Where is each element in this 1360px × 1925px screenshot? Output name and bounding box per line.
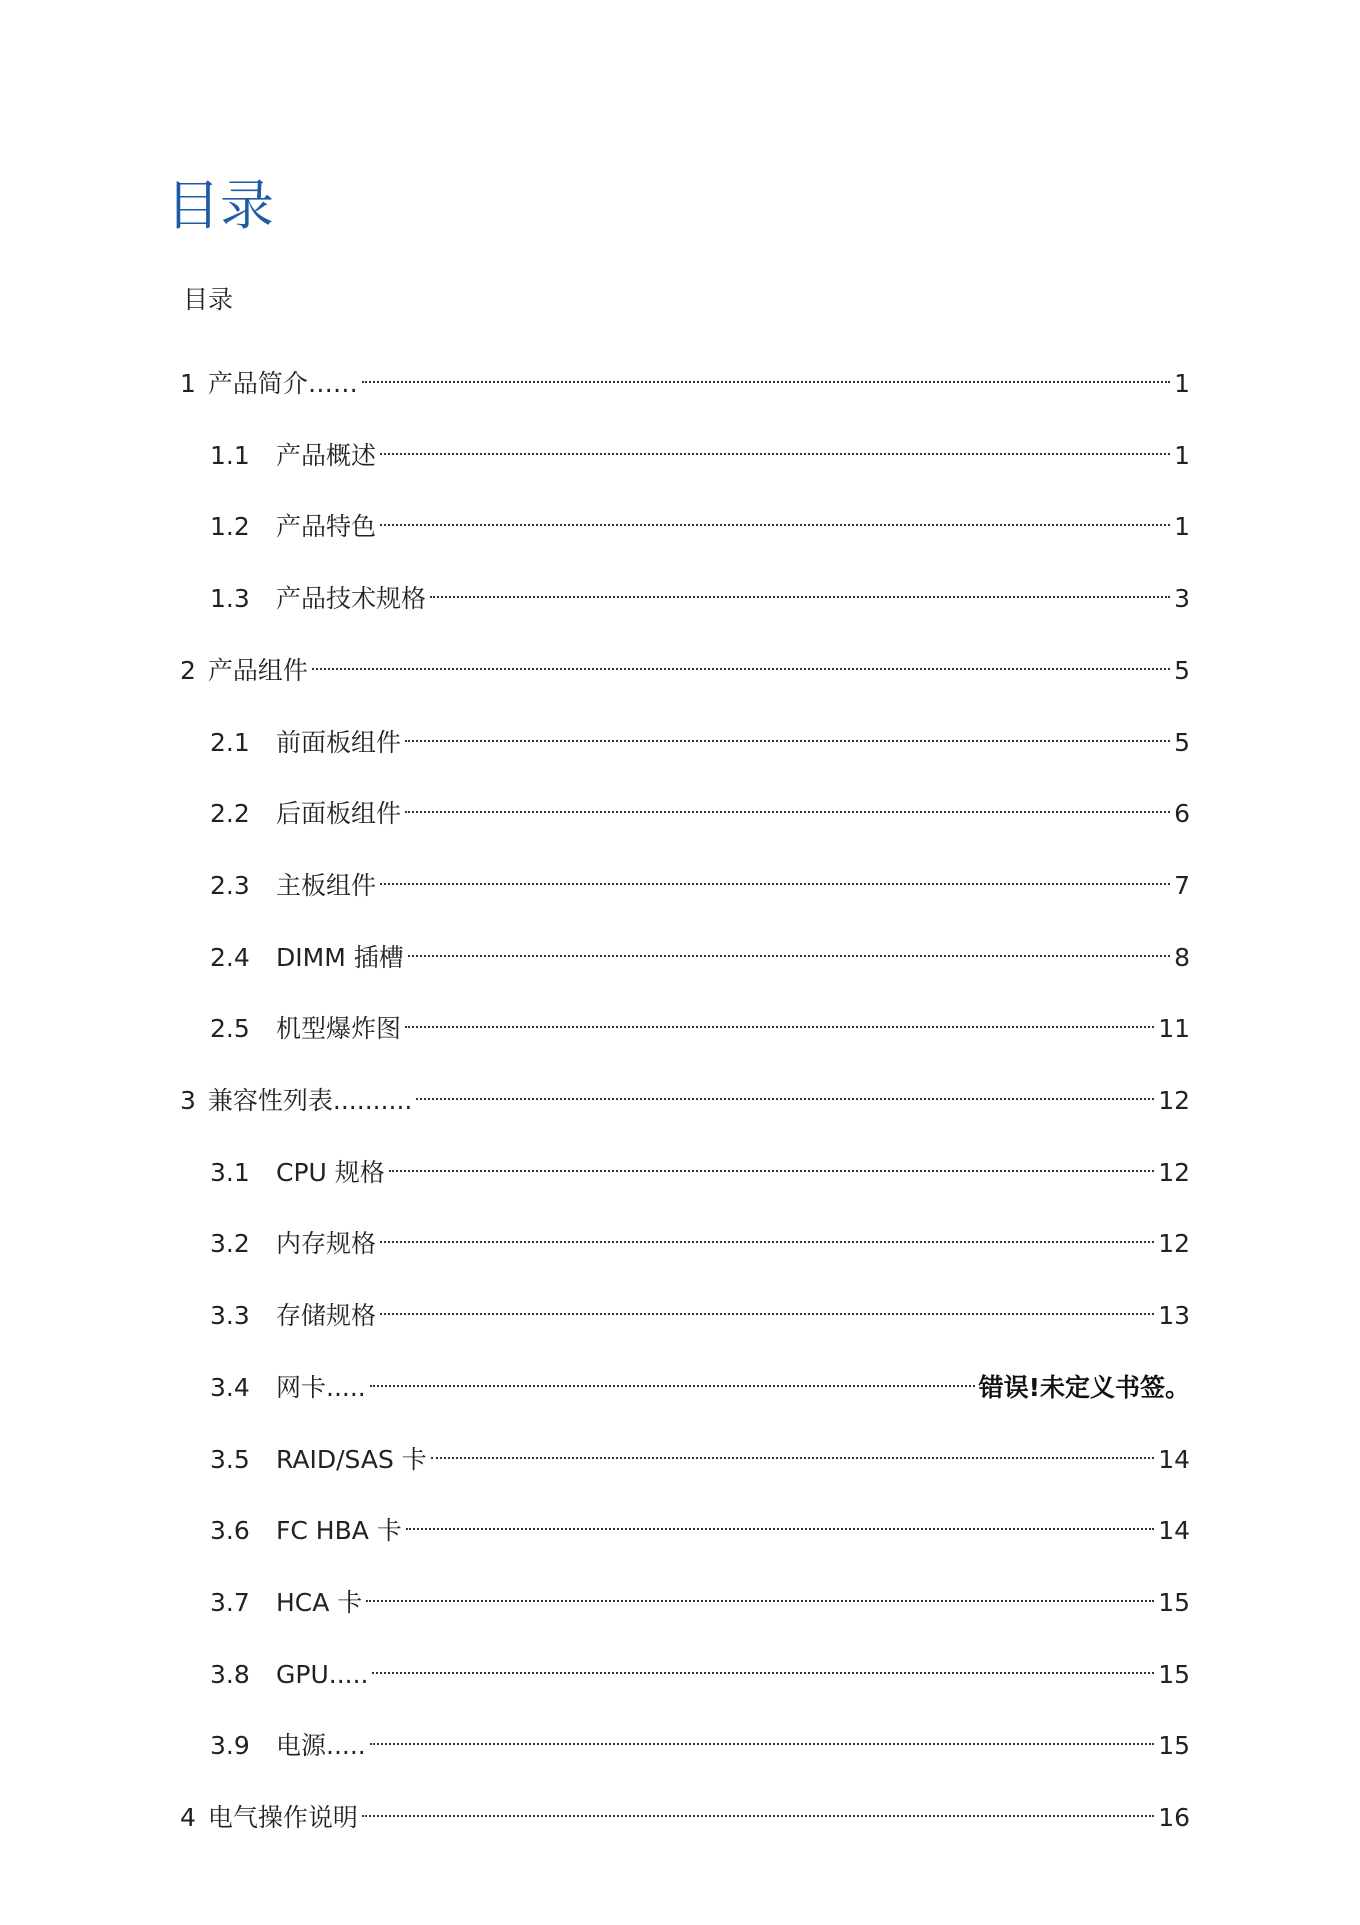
toc-entry[interactable] (180, 1069, 1190, 1115)
toc-entry-number: 3.5 (210, 1445, 250, 1474)
toc-entry-title: 内存规格 (276, 1229, 377, 1258)
toc-entry-number: 3.9 (210, 1731, 250, 1760)
toc-dot-leader (408, 926, 1170, 966)
toc-entry[interactable] (210, 495, 1190, 541)
toc-entry-page: 1 (1174, 512, 1190, 541)
toc-dot-leader (366, 1571, 1154, 1611)
toc-entry-number: 2.4 (210, 943, 250, 972)
toc-dot-leader (372, 1643, 1154, 1683)
toc-entry[interactable] (180, 1786, 1190, 1832)
toc-entry[interactable] (210, 782, 1190, 828)
toc-dot-leader (380, 424, 1170, 464)
toc-entry-title: 兼容性列表.......... (207, 1086, 413, 1115)
toc-dot-leader (370, 1714, 1154, 1754)
toc-entry-number: 2.2 (210, 799, 250, 828)
toc-entry-page: 1 (1174, 369, 1190, 398)
toc-dot-leader (380, 854, 1170, 894)
toc-dot-leader (370, 1356, 975, 1396)
toc-entry[interactable] (210, 854, 1190, 900)
toc-entry-page: 13 (1158, 1301, 1190, 1330)
toc-dot-leader (362, 352, 1170, 392)
toc-entry-title: 产品简介…… (207, 369, 358, 398)
toc-entry-number: 1.2 (210, 512, 250, 541)
toc-entry[interactable] (180, 639, 1190, 685)
toc-entry-title: 电气操作说明 (207, 1803, 358, 1832)
toc-entry-title: RAID/SAS 卡 (276, 1445, 427, 1474)
toc-entry-page: 5 (1174, 728, 1190, 757)
toc-dot-leader (405, 997, 1154, 1037)
toc-dot-leader (389, 1141, 1154, 1181)
toc-dot-leader (406, 1499, 1154, 1539)
toc-entry[interactable] (210, 997, 1190, 1043)
toc-entry-page: 5 (1174, 656, 1190, 685)
toc-entry-title: 网卡..... (276, 1373, 366, 1402)
toc-entry-page: 15 (1158, 1588, 1190, 1617)
toc-entry-number: 3.7 (210, 1588, 250, 1617)
toc-entry[interactable] (210, 1499, 1190, 1545)
toc-dot-leader (405, 711, 1170, 751)
toc-entry[interactable] (210, 1356, 1190, 1402)
toc-entry-page: 1 (1174, 441, 1190, 470)
toc-entry[interactable] (210, 1428, 1190, 1474)
toc-heading: 目录 (183, 285, 234, 314)
toc-entry-number: 3.3 (210, 1301, 250, 1330)
toc-entry-title: 前面板组件 (276, 728, 402, 757)
toc-entry-title: 产品技术规格 (276, 584, 427, 613)
toc-entry-title: 存储规格 (276, 1301, 377, 1330)
toc-entry-number: 3.2 (210, 1229, 250, 1258)
toc-entry-title: CPU 规格 (276, 1158, 385, 1187)
toc-entry-page: 16 (1158, 1803, 1190, 1832)
toc-entry-number: 1.3 (210, 584, 250, 613)
toc-entry-page: 6 (1174, 799, 1190, 828)
toc-dot-leader (416, 1069, 1154, 1109)
toc-entry-title: 电源..... (276, 1731, 366, 1760)
toc-entry-number: 3 (180, 1086, 196, 1115)
toc-entry-page: 14 (1158, 1445, 1190, 1474)
toc-entry-number: 3.4 (210, 1373, 250, 1402)
toc-dot-leader (380, 1212, 1154, 1252)
toc-entry-title: 产品特色 (276, 512, 377, 541)
toc-dot-leader (405, 782, 1170, 822)
toc-entry-page: 12 (1158, 1229, 1190, 1258)
toc-entry-title: FC HBA 卡 (276, 1516, 402, 1545)
toc-entry-page: 15 (1158, 1660, 1190, 1689)
toc-entry-title: DIMM 插槽 (276, 943, 404, 972)
toc-entry[interactable] (180, 352, 1190, 398)
toc-entry-number: 2.1 (210, 728, 250, 757)
toc-entry-number: 2.5 (210, 1014, 250, 1043)
toc-entry[interactable] (210, 711, 1190, 757)
toc-entry-title: 机型爆炸图 (276, 1014, 402, 1043)
toc-entry-page: 3 (1174, 584, 1190, 613)
toc-entry[interactable] (210, 1571, 1190, 1617)
toc-dot-leader (380, 495, 1170, 535)
toc-entry[interactable] (210, 926, 1190, 972)
toc-entry[interactable] (210, 567, 1190, 613)
toc-entry-title: 产品概述 (276, 441, 377, 470)
toc-entry-number: 4 (180, 1803, 196, 1832)
toc-entry[interactable] (210, 1141, 1190, 1187)
toc-entry-number: 2 (180, 656, 196, 685)
toc-entry[interactable] (210, 1284, 1190, 1330)
toc-entry-page: 15 (1158, 1731, 1190, 1760)
toc-entry[interactable] (210, 1714, 1190, 1760)
toc-entry-number: 1 (180, 369, 196, 398)
toc-entry[interactable] (210, 1643, 1190, 1689)
toc-entry-title: 产品组件 (207, 656, 308, 685)
toc-entry-number: 1.1 (210, 441, 250, 470)
toc-dot-leader (312, 639, 1170, 679)
toc-entry-page: 12 (1158, 1158, 1190, 1187)
toc-entry-number: 2.3 (210, 871, 250, 900)
toc-dot-leader (431, 1428, 1154, 1468)
toc-entry-page: 12 (1158, 1086, 1190, 1115)
toc-entry-page: 8 (1174, 943, 1190, 972)
page-title: 目录 (166, 174, 274, 237)
toc-entry-number: 3.1 (210, 1158, 250, 1187)
toc-dot-leader (430, 567, 1170, 607)
toc-entry-number: 3.6 (210, 1516, 250, 1545)
toc-dot-leader (362, 1786, 1154, 1826)
toc-entry-number: 3.8 (210, 1660, 250, 1689)
toc-entry-title: 主板组件 (276, 871, 377, 900)
toc-entry-title: HCA 卡 (276, 1588, 363, 1617)
toc-entry[interactable] (210, 424, 1190, 470)
toc-dot-leader (380, 1284, 1154, 1324)
toc-entry[interactable] (210, 1212, 1190, 1258)
toc-entry-title: 后面板组件 (276, 799, 402, 828)
toc-entry-error-text: 错误!未定义书签。 (978, 1373, 1190, 1402)
toc-entry-title: GPU..... (276, 1660, 369, 1689)
toc-entry-page: 14 (1158, 1516, 1190, 1545)
toc-entry-page: 7 (1174, 871, 1190, 900)
toc-entry-page: 11 (1158, 1014, 1190, 1043)
